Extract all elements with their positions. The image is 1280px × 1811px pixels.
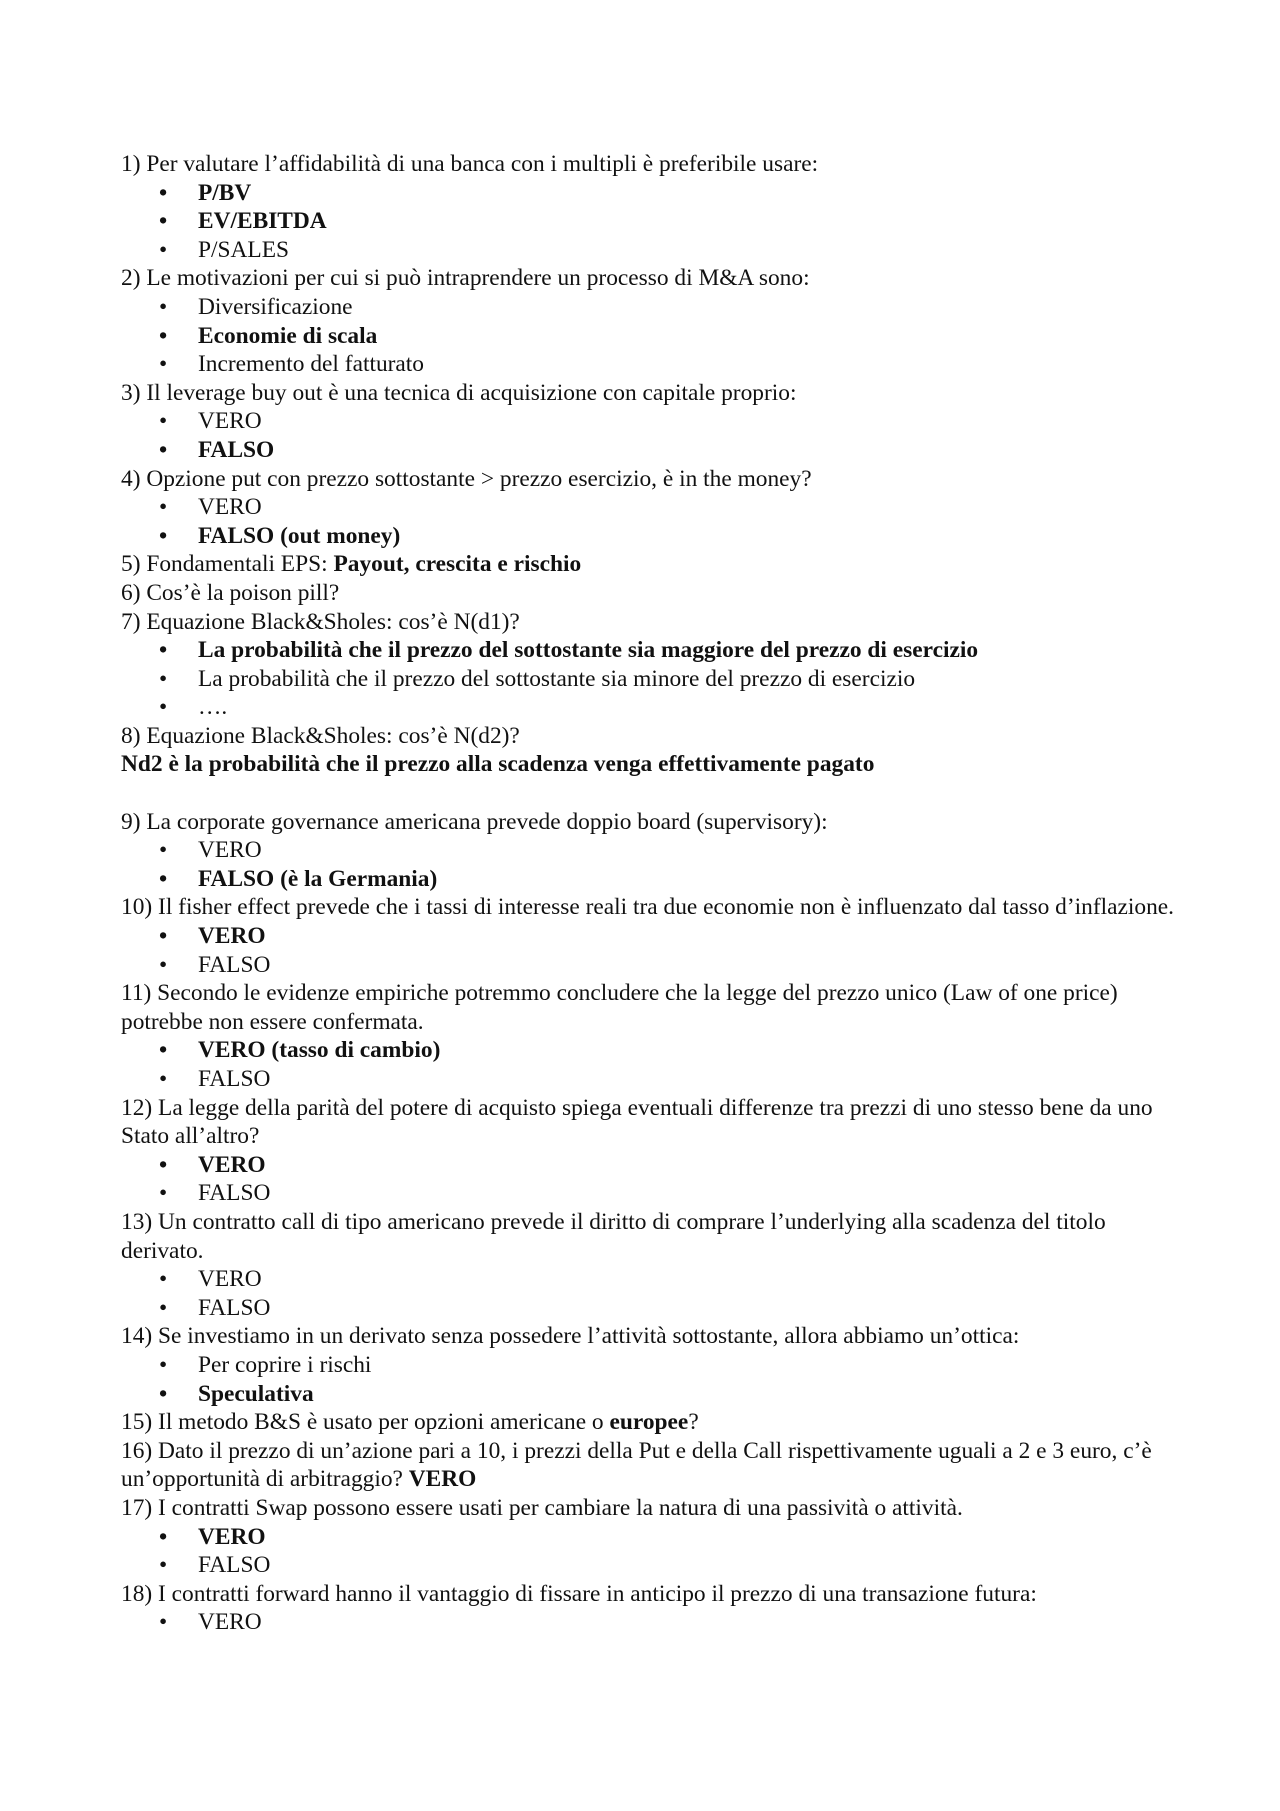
option-list xyxy=(121,1351,1181,1408)
option-list xyxy=(121,636,1181,722)
question-text: 3) Il leverage buy out è una tecnica di acquisizione con capitale proprio: xyxy=(121,379,797,406)
question-8 xyxy=(121,722,1181,779)
question-text: 7) Equazione Black&Sholes: cos’è N(d1)? xyxy=(121,608,520,635)
option-item: • VERO (tasso di cambio) xyxy=(121,1036,1181,1065)
option-list xyxy=(121,493,1181,550)
option-item: • VERO xyxy=(121,836,1181,865)
option-list xyxy=(121,293,1181,379)
question-line xyxy=(121,550,1181,579)
option-item: • VERO xyxy=(121,1151,1181,1180)
option-item: • VERO xyxy=(121,1608,1181,1637)
question-text: 9) La corporate governance americana prevede doppio board (supervisory): xyxy=(121,808,828,835)
option-item: • Incremento del fatturato xyxy=(121,350,1181,379)
question-11 xyxy=(121,979,1181,1093)
question-7 xyxy=(121,608,1181,722)
question-16 xyxy=(121,1437,1181,1494)
question-text: 10) Il fisher effect prevede che i tassi di interesse reali tra due economie non è influenzato dal tasso d’inflazione. xyxy=(121,894,1175,921)
blank-line xyxy=(121,779,1181,808)
option-list xyxy=(121,407,1181,464)
question-4 xyxy=(121,465,1181,551)
question-6 xyxy=(121,579,1181,608)
option-item: • FALSO xyxy=(121,1065,1181,1094)
question-15 xyxy=(121,1408,1181,1437)
option-item: • EV/EBITDA xyxy=(121,207,1181,236)
option-item: • P/BV xyxy=(121,179,1181,208)
option-item: • VERO xyxy=(121,407,1181,436)
option-list xyxy=(121,1036,1181,1093)
option-list xyxy=(121,836,1181,893)
option-item: • VERO xyxy=(121,922,1181,951)
option-item: • La probabilità che il prezzo del sottostante sia maggiore del prezzo di esercizio xyxy=(121,636,1181,665)
option-list xyxy=(121,179,1181,265)
inline-answer: europee xyxy=(609,1409,689,1436)
option-item: • FALSO xyxy=(121,951,1181,980)
question-text: 1) Per valutare l’affidabilità di una banca con i multipli è preferibile usare: xyxy=(121,151,819,177)
question-12 xyxy=(121,1094,1181,1208)
inline-answer: Payout, crescita e rischio xyxy=(333,551,582,578)
question-14 xyxy=(121,1322,1181,1408)
option-item: • FALSO xyxy=(121,1179,1181,1208)
option-item: • La probabilità che il prezzo del sottostante sia minore del prezzo di esercizio xyxy=(121,665,1181,694)
question-text: 4) Opzione put con prezzo sottostante > prezzo esercizio, è in the money? xyxy=(121,465,812,492)
option-item: • FALSO xyxy=(121,1551,1181,1580)
question-text: 12) La legge della parità del potere di acquisto spiega eventuali differenze tra prezzi di uno stesso bene da uno Stato all’altro? xyxy=(121,1094,1153,1150)
option-list xyxy=(121,1523,1181,1580)
question-text: 8) Equazione Black&Sholes: cos’è N(d2)? xyxy=(121,722,520,749)
option-item: • Speculativa xyxy=(121,1380,1181,1409)
question-text: 14) Se investiamo in un derivato senza possedere l’attività sottostante, allora abbiamo un’ottica: xyxy=(121,1323,1020,1350)
option-item: • FALSO xyxy=(121,436,1181,465)
option-item: • …. xyxy=(121,693,1181,722)
question-line xyxy=(121,1437,1181,1494)
document-page xyxy=(121,150,1181,1637)
option-item: • Per coprire i rischi xyxy=(121,1351,1181,1380)
question-1 xyxy=(121,150,1181,264)
option-item: • VERO xyxy=(121,1265,1181,1294)
option-list xyxy=(121,1608,1181,1637)
question-2 xyxy=(121,264,1181,378)
option-list xyxy=(121,1151,1181,1208)
option-item: • FALSO (è la Germania) xyxy=(121,865,1181,894)
question-3 xyxy=(121,379,1181,465)
question-10 xyxy=(121,893,1181,979)
question-line xyxy=(121,1408,1181,1437)
question-text: 11) Secondo le evidenze empiriche potremmo concludere che la legge del prezzo unico (Law of one price) potrebbe non essere confermata. xyxy=(121,980,1118,1035)
inline-answer: VERO xyxy=(408,1466,477,1493)
option-list xyxy=(121,922,1181,979)
option-item: • VERO xyxy=(121,493,1181,522)
option-list xyxy=(121,1265,1181,1322)
question-text: 17) I contratti Swap possono essere usati per cambiare la natura di una passività o attività. xyxy=(121,1494,963,1521)
answer-block: Nd2 è la probabilità che il prezzo alla scadenza venga effettivamente pagato xyxy=(121,751,875,778)
question-text: 5) Fondamentali EPS: xyxy=(121,551,334,578)
option-item: • FALSO xyxy=(121,1294,1181,1323)
option-item: • P/SALES xyxy=(121,236,1181,265)
question-text: 13) Un contratto call di tipo americano prevede il diritto di comprare l’underlying alla scadenza del titolo derivato. xyxy=(121,1208,1106,1264)
option-item: • Economie di scala xyxy=(121,322,1181,351)
question-18 xyxy=(121,1580,1181,1637)
question-suffix: ? xyxy=(688,1409,699,1436)
option-item: • VERO xyxy=(121,1523,1181,1552)
question-5 xyxy=(121,550,1181,579)
option-item: • Diversificazione xyxy=(121,293,1181,322)
question-17 xyxy=(121,1494,1181,1580)
question-text: 16) Dato il prezzo di un’azione pari a 10, i prezzi della Put e della Call rispettivamente uguali a 2 e 3 euro, c’è un’opportunità di arbitraggio? xyxy=(121,1437,1152,1493)
question-text: 18) I contratti forward hanno il vantaggio di fissare in anticipo il prezzo di una transazione futura: xyxy=(121,1580,1037,1607)
option-item: • FALSO (out money) xyxy=(121,522,1181,551)
question-text: 15) Il metodo B&S è usato per opzioni americane o xyxy=(121,1409,610,1436)
question-text: 2) Le motivazioni per cui si può intraprendere un processo di M&A sono: xyxy=(121,265,810,292)
question-9 xyxy=(121,808,1181,894)
question-text: 6) Cos’è la poison pill? xyxy=(121,579,340,606)
question-13 xyxy=(121,1208,1181,1322)
